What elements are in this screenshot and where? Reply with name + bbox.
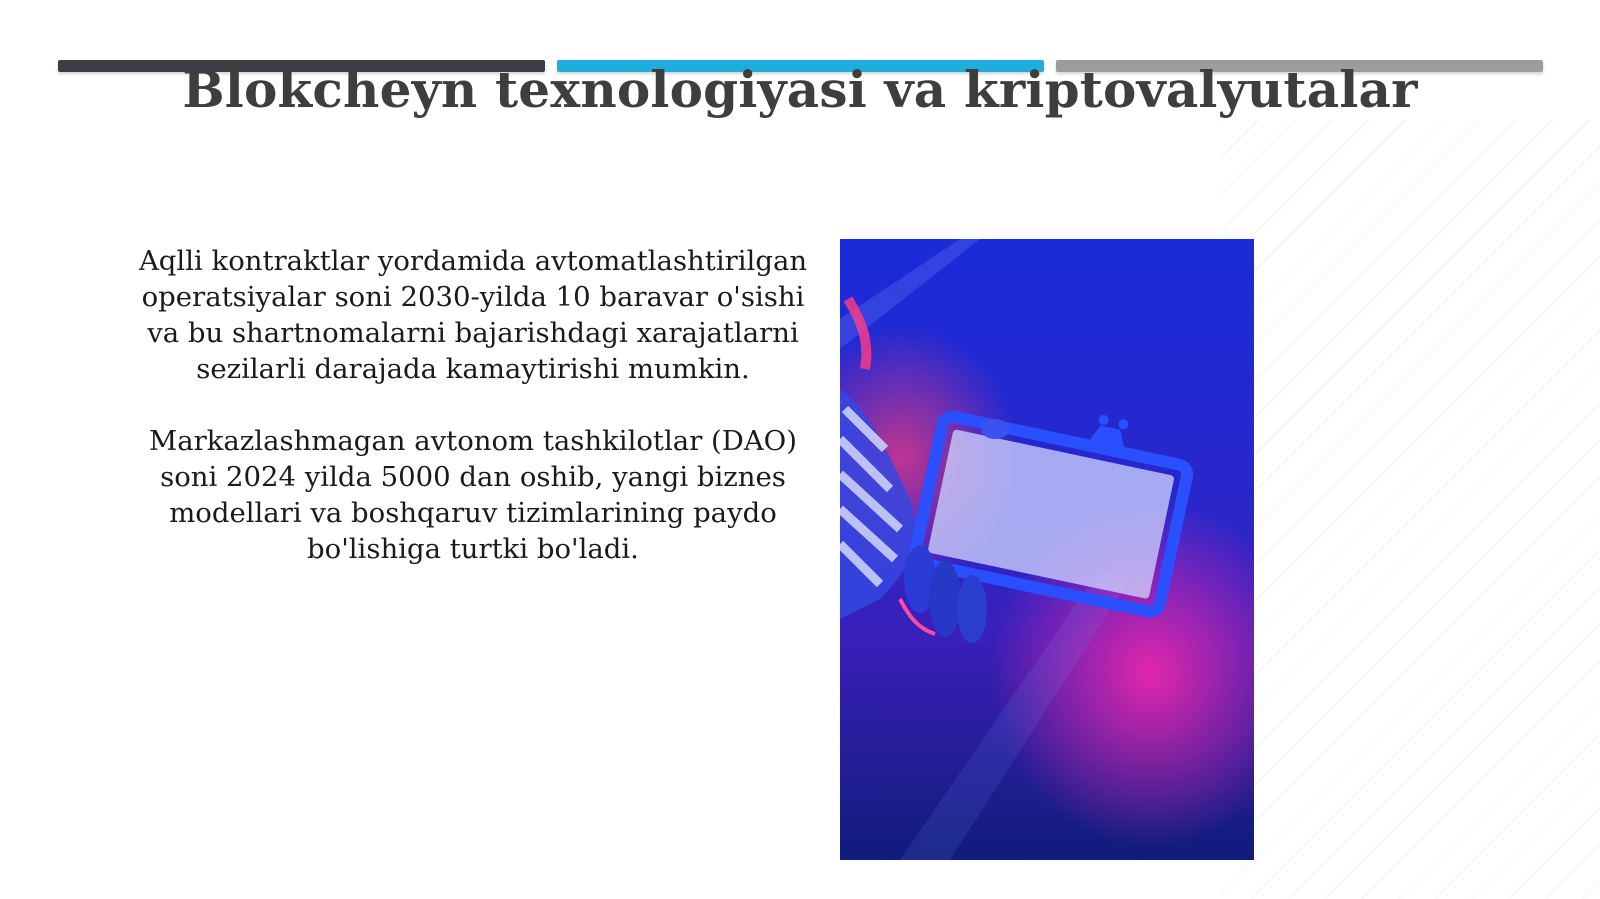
image-illustration	[840, 239, 1254, 860]
slide-title: Blokcheyn texnologiyasi va kriptovalyutalar	[182, 60, 1418, 119]
background-stripes	[1220, 120, 1600, 899]
paragraph-smart-contracts: Aqlli kontraktlar yordamida avtomatlashtirilgan operatsiyalar soni 2030-yilda 10 baravar o'sishi va bu shartnomalarni bajarishdagi xarajatlarni sezilarli darajada kamaytirishi mumkin.	[138, 245, 808, 385]
slide-body	[118, 243, 828, 567]
paragraph-dao: Markazlashmagan avtonom tashkilotlar (DAO) soni 2024 yilda 5000 dan oshib, yangi biznes modellari va boshqaruv tizimlarining paydo bo'lishiga turtki bo'ladi.	[149, 425, 797, 565]
hand-holding-tablet-image	[840, 239, 1254, 860]
